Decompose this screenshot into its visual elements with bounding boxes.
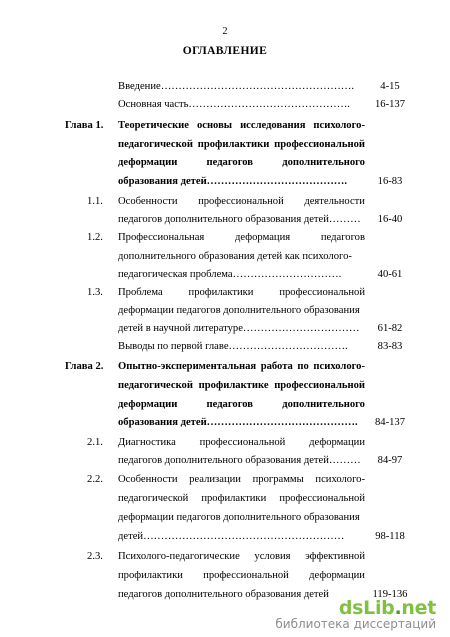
toc-section-2-2-line2 bbox=[0, 493, 450, 512]
toc-entry-intro bbox=[0, 81, 450, 100]
toc-section-1-2-line2 bbox=[0, 251, 450, 270]
toc-entry-page: 16-83 bbox=[377, 176, 403, 187]
toc-entry-page: 40-61 bbox=[377, 269, 403, 280]
chapter-title-line: образования детей…………………………………. bbox=[118, 176, 348, 187]
toc-entry-page: 84-137 bbox=[374, 417, 405, 428]
toc-section-1-3-line3 bbox=[0, 323, 450, 342]
toc-section-2-2-line1 bbox=[0, 474, 450, 493]
section-title-line: Профессиональная деформация педагогов bbox=[118, 232, 365, 243]
toc-section-2-2-line4 bbox=[0, 531, 450, 550]
chapter-title-line: педагогической профилактике профессиональной bbox=[118, 380, 365, 391]
toc-section-1-3-line2 bbox=[0, 305, 450, 324]
toc-section-1-1-line2 bbox=[0, 214, 450, 233]
section-title-line: Особенности реализации программы психолого- bbox=[118, 474, 365, 485]
chapter-title-line: Теоретические основы исследования психолого- bbox=[118, 120, 365, 131]
toc-chapter-1-line1 bbox=[0, 120, 450, 139]
section-title-line: педагогов дополнительного образования детей……… bbox=[118, 214, 361, 225]
section-title-line: Особенности профессиональной деятельности bbox=[118, 196, 365, 207]
chapter-label: Глава 1. bbox=[65, 120, 104, 131]
chapter-title-line: образования детей……………………………………. bbox=[118, 417, 358, 428]
toc-entry-page: 83-83 bbox=[377, 341, 403, 352]
toc-section-2-1-line2 bbox=[0, 455, 450, 474]
section-title-line: дополнительного образования детей как психолого- bbox=[118, 251, 352, 262]
chapter-title-line: деформации педагогов дополнительного bbox=[118, 157, 365, 168]
toc-section-2-2-line3 bbox=[0, 512, 450, 531]
toc-entry-page: 61-82 bbox=[377, 323, 403, 334]
section-title-line: профилактики профессиональной деформации bbox=[118, 570, 365, 581]
section-number: 2.2. bbox=[87, 474, 103, 485]
toc-entry-page: 4-15 bbox=[380, 81, 400, 92]
dslib-subtitle: библиотека диссертаций bbox=[275, 617, 436, 631]
chapter-title-line: Опытно-экспериментальная работа по психолого- bbox=[118, 361, 365, 372]
section-title-line: педагогов дополнительного образования детей bbox=[118, 589, 329, 600]
section-title-line: Проблема профилактики профессиональной bbox=[118, 287, 365, 298]
toc-section-1-2-line3 bbox=[0, 269, 450, 288]
toc-entry-main-part bbox=[0, 99, 450, 118]
section-title-line: педагогической профилактики профессиональной bbox=[118, 493, 365, 504]
toc-chapter-2-line3 bbox=[0, 399, 450, 418]
toc-entry-page: 16-40 bbox=[377, 214, 403, 225]
section-title-line: педагогическая проблема…………………………. bbox=[118, 269, 342, 280]
section-title-line: Психолого-педагогические условия эффективной bbox=[118, 551, 365, 562]
toc-title: ОГЛАВЛЕНИЕ bbox=[182, 45, 268, 57]
toc-entry-page: 98-118 bbox=[375, 531, 405, 542]
toc-chapter-2-line1 bbox=[0, 361, 450, 380]
section-number: 1.2. bbox=[87, 232, 103, 243]
chapter-label: Глава 2. bbox=[65, 361, 104, 372]
dslib-logo: dsLib.net bbox=[338, 597, 436, 619]
section-title-line: деформации педагогов дополнительного образования bbox=[118, 512, 360, 523]
toc-chapter-2-line2 bbox=[0, 380, 450, 399]
toc-entry-conclusions-1 bbox=[0, 341, 450, 360]
section-title-line: Диагностика профессиональной деформации bbox=[118, 437, 365, 448]
toc-chapter-1-line4 bbox=[0, 176, 450, 195]
toc-section-1-3-line1 bbox=[0, 287, 450, 306]
toc-entry-text: Введение………………………………………………. bbox=[118, 81, 355, 92]
section-number: 1.1. bbox=[87, 196, 103, 207]
toc-section-2-3-line1 bbox=[0, 551, 450, 570]
toc-entry-text: Выводы по первой главе……………………………. bbox=[118, 341, 348, 352]
toc-section-1-2-line1 bbox=[0, 232, 450, 251]
toc-section-2-1-line1 bbox=[0, 437, 450, 456]
toc-entry-page: 119-136 bbox=[372, 589, 408, 600]
page-number: 2 bbox=[222, 26, 228, 37]
toc-section-2-3-line2 bbox=[0, 570, 450, 589]
toc-chapter-1-line2 bbox=[0, 139, 450, 158]
chapter-title-line: педагогической профилактики профессиональной bbox=[118, 139, 365, 150]
section-number: 1.3. bbox=[87, 287, 103, 298]
section-number: 2.3. bbox=[87, 551, 103, 562]
section-title-line: детей в научной литературе…………………………… bbox=[118, 323, 360, 334]
chapter-title-line: деформации педагогов дополнительного bbox=[118, 399, 365, 410]
section-title-line: педагогов дополнительного образования детей……… bbox=[118, 455, 361, 466]
dslib-watermark bbox=[275, 597, 436, 631]
toc-chapter-1-line3 bbox=[0, 157, 450, 176]
section-number: 2.1. bbox=[87, 437, 103, 448]
toc-entry-page: 16-137 bbox=[374, 99, 405, 110]
section-title-line: детей………………………………………………… bbox=[118, 531, 345, 542]
toc-entry-page: 84-97 bbox=[377, 455, 403, 466]
toc-entry-text: Основная часть………………………………………. bbox=[118, 99, 350, 110]
toc-chapter-2-line4 bbox=[0, 417, 450, 436]
toc-section-1-1-line1 bbox=[0, 196, 450, 215]
section-title-line: деформации педагогов дополнительного образования bbox=[118, 305, 360, 316]
